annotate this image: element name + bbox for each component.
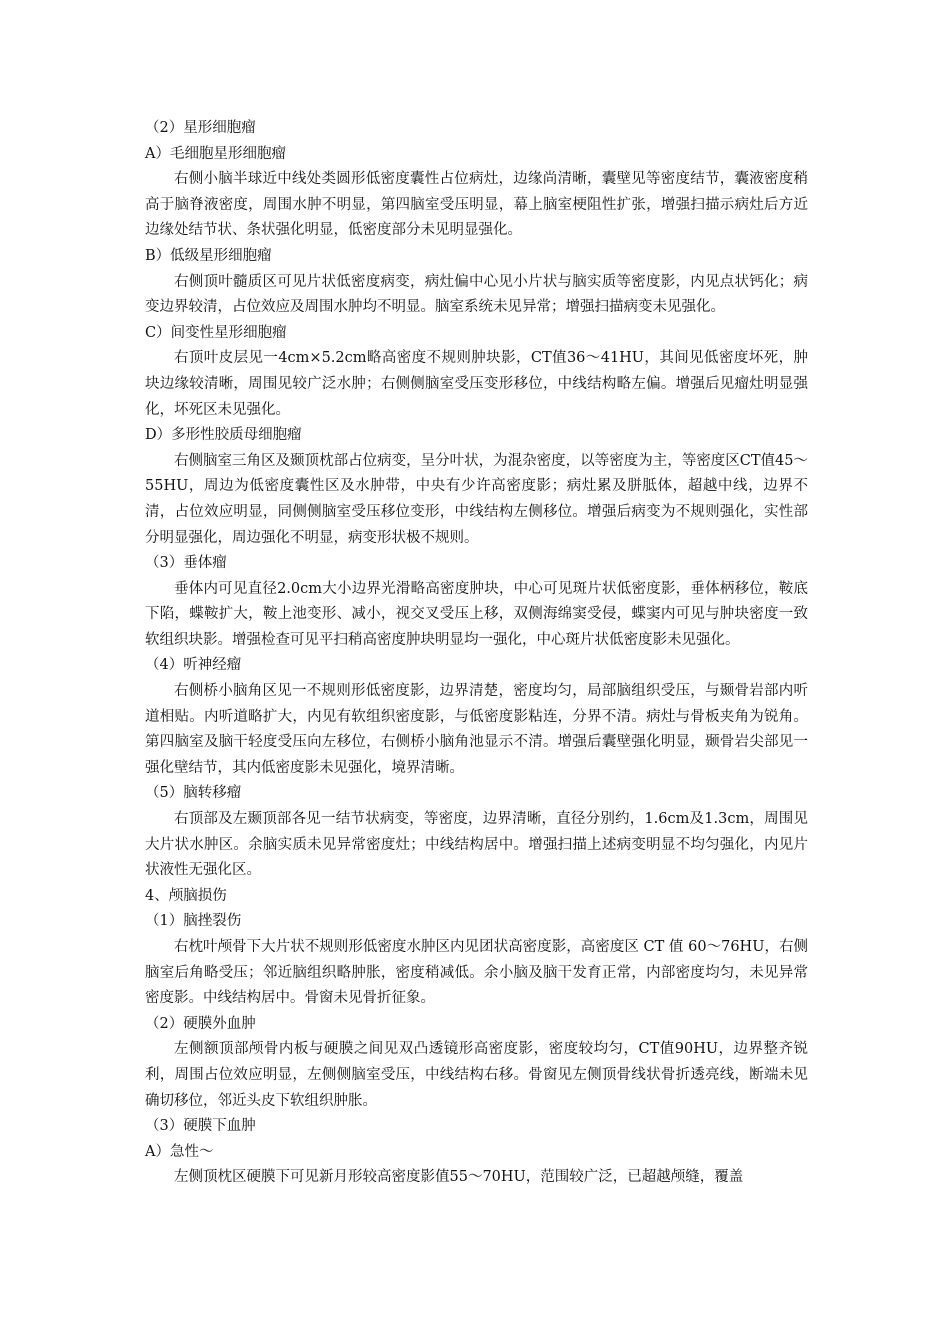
subheading-acute-subdural: A）急性～ [145, 1143, 214, 1160]
paragraph-anaplastic-astrocytoma: 右顶叶皮层见一4cm×5.2cm略高密度不规则肿块影，CT值36～41HU，其间见低密度坏死，肿块边缘较清晰，周围见较广泛水肿；右侧侧脑室受压变形移位，中线结构略左偏。增强后见瘤灶明显强化，坏死区未见强化。 [145, 350, 808, 418]
subheading-low-grade-astrocytoma: B）低级星形细胞瘤 [145, 247, 272, 264]
paragraph-acute-subdural: 左侧顶枕区硬膜下可见新月形较高密度影值55～70HU，范围较广泛，已超越颅缝，覆盖 [174, 1169, 744, 1186]
paragraph-acoustic-neuroma: 右侧桥小脑角区见一不规则形低密度影，边界清楚，密度均匀，局部脑组织受压，与颞骨岩部内听道相贴。内听道略扩大，内见有软组织密度影，与低密度影粘连，分界不清。病灶与骨板夹角为锐角。第四脑室及脑干轻度受压向左移位，右侧桥小脑角池显示不清。增强后囊壁强化明显，颞骨岩尖部见一强化壁结节，其内低密度影未见强化，境界清晰。 [145, 683, 808, 776]
section-heading-cerebral-contusion: （1）脑挫裂伤 [145, 913, 242, 930]
section-heading-pituitary-tumor: （3）垂体瘤 [145, 555, 227, 572]
chapter-heading-craniocerebral-injury: 4、颅脑损伤 [145, 887, 227, 904]
section-heading-astrocytoma: （2）星形细胞瘤 [145, 120, 256, 136]
section-heading-brain-metastasis: （5）脑转移瘤 [145, 785, 242, 802]
paragraph-pilocytic-astrocytoma: 右侧小脑半球近中线处类圆形低密度囊性占位病灶，边缘尚清晰，囊壁见等密度结节，囊液密度稍高于脑脊液密度，周围水肿不明显，第四脑室受压明显，幕上脑室梗阻性扩张，增强扫描示病灶后方近边缘处结节状、条状强化明显，低密度部分未见明显强化。 [145, 171, 808, 239]
document-body [145, 116, 808, 1191]
paragraph-cerebral-contusion: 右枕叶颅骨下大片状不规则形低密度水肿区内见团状高密度影，高密度区 CT 值 60～76HU，右侧脑室后角略受压；邻近脑组织略肿胀，密度稍减低。余小脑及脑干发育正常，内部密度均匀，未见异常密度影。中线结构居中。骨窗未见骨折征象。 [145, 939, 808, 1007]
subheading-pilocytic-astrocytoma: A）毛细胞星形细胞瘤 [145, 145, 286, 162]
subheading-anaplastic-astrocytoma: C）间变性星形细胞瘤 [145, 324, 287, 341]
paragraph-brain-metastasis: 右顶部及左颞顶部各见一结节状病变，等密度，边界清晰，直径分别约，1.6cm及1.3cm，周围见大片状水肿区。余脑实质未见异常密度灶；中线结构居中。增强扫描上述病变明显不均匀强化，内见片状液性无强化区。 [145, 811, 808, 879]
paragraph-glioblastoma: 右侧脑室三角区及颞顶枕部占位病变，呈分叶状，为混杂密度，以等密度为主，等密度区CT值45～55HU，周边为低密度囊性区及水肿带，中央有少许高密度影；病灶累及胼胝体，超越中线，边界不清，占位效应明显，同侧侧脑室受压移位变形，中线结构左侧移位。增强后病变为不规则强化，实性部分明显强化，周边强化不明显，病变形状极不规则。 [145, 452, 808, 546]
section-heading-acoustic-neuroma: （4）听神经瘤 [145, 657, 242, 674]
paragraph-low-grade-astrocytoma: 右侧顶叶髓质区可见片状低密度病变，病灶偏中心见小片状与脑实质等密度影，内见点状钙化；病变边界较清，占位效应及周围水肿均不明显。脑室系统未见异常；增强扫描病变未见强化。 [145, 273, 808, 316]
section-heading-epidural-hematoma: （2）硬膜外血肿 [145, 1015, 256, 1032]
paragraph-pituitary-tumor: 垂体内可见直径2.0cm大小边界光滑略高密度肿块，中心可见斑片状低密度影，垂体柄移位，鞍底下陷，蝶鞍扩大，鞍上池变形、减小，视交叉受压上移，双侧海绵窦受侵，蝶窦内可见与肿块密度一致软组织块影。增强检查可见平扫稍高密度肿块明显均一强化，中心斑片状低密度影未见强化。 [145, 580, 808, 648]
subheading-glioblastoma: D）多形性胶质母细胞瘤 [145, 427, 302, 444]
paragraph-epidural-hematoma: 左侧额顶部颅骨内板与硬膜之间见双凸透镜形高密度影，密度较均匀，CT值90HU，边界整齐锐利，周围占位效应明显，左侧侧脑室受压，中线结构右移。骨窗见左侧顶骨线状骨折透亮线，断端未见确切移位，邻近头皮下软组织肿胀。 [145, 1041, 808, 1109]
section-heading-subdural-hematoma: （3）硬膜下血肿 [145, 1118, 256, 1135]
